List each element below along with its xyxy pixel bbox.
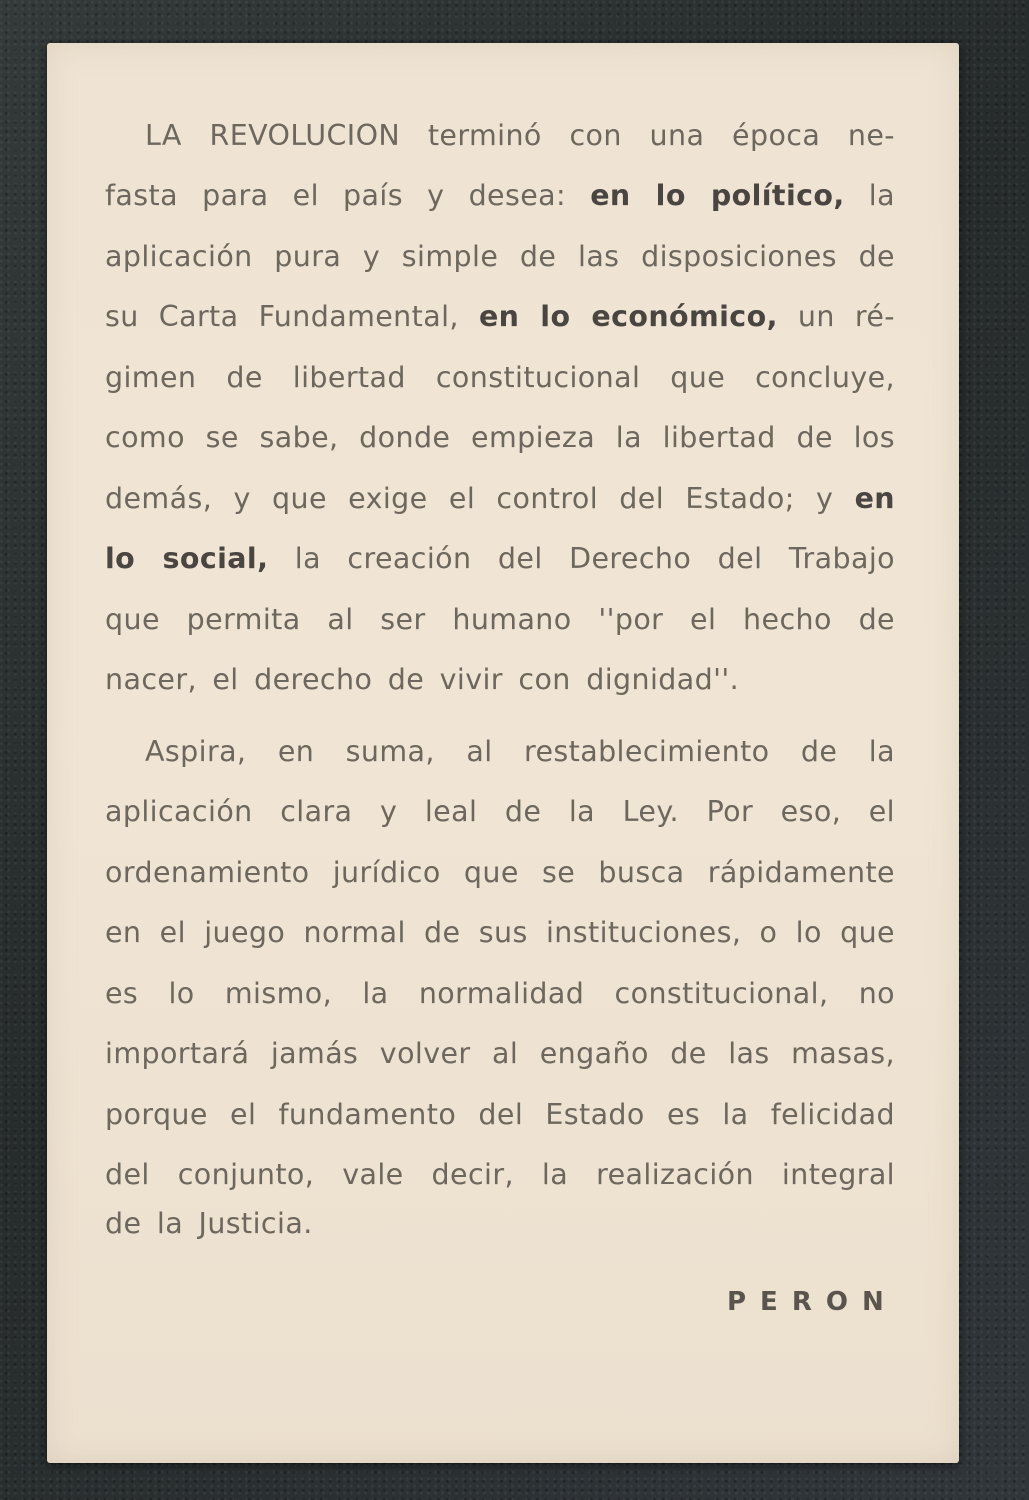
bold-phrase: en lo político, — [590, 179, 845, 212]
bold-phrase: en lo económico, — [478, 300, 778, 333]
text-line: Aspira, en suma, al restablecimiento de la — [145, 735, 895, 768]
text-line: nacer, el derecho de vivir con dignidad''. — [105, 663, 740, 696]
text-line: porque el fundamento del Estado es la felicidad — [105, 1098, 895, 1131]
text-line: de la Justicia. — [105, 1207, 313, 1240]
text-line: su Carta Fundamental, en lo económico, un ré- — [105, 300, 895, 333]
text-line: es lo mismo, la normalidad constitucional, no — [105, 977, 895, 1010]
text-line: aplicación clara y leal de la Ley. Por eso, el — [105, 795, 895, 828]
text-line: que permita al ser humano ''por el hecho de — [105, 603, 895, 636]
bold-phrase: lo social, — [105, 542, 269, 575]
text-line: ordenamiento jurídico que se busca rápidamente — [105, 856, 895, 889]
text-line: LA REVOLUCION terminó con una época ne- — [145, 119, 895, 152]
text-line: del conjunto, vale decir, la realización integral — [105, 1158, 895, 1191]
text-line: fasta para el país y desea: en lo político, la — [105, 179, 895, 212]
text-line: gimen de libertad constitucional que concluye, — [105, 361, 895, 394]
text-line: importará jamás volver al engaño de las masas, — [105, 1037, 895, 1070]
text-line: lo social, la creación del Derecho del Trabajo — [105, 542, 895, 575]
bold-phrase: en — [854, 482, 895, 515]
signature: PERON — [727, 1287, 898, 1317]
text-line: como se sabe, donde empieza la libertad de los — [105, 421, 895, 454]
text-line: aplicación pura y simple de las disposiciones de — [105, 240, 895, 273]
text-line: demás, y que exige el control del Estado; y en — [105, 482, 895, 515]
text-line: en el juego normal de sus instituciones, o lo que — [105, 916, 895, 949]
